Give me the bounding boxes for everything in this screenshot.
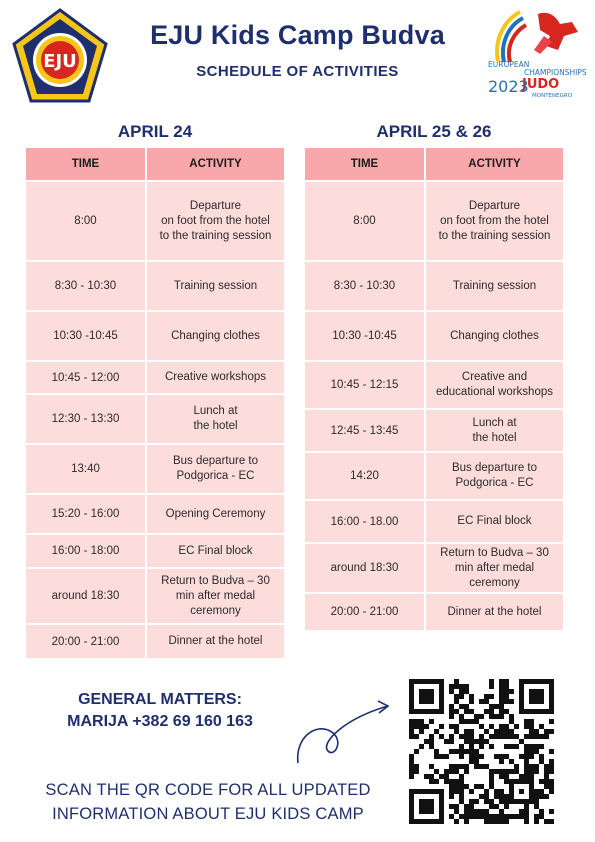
table-row bbox=[26, 535, 284, 569]
time-cell: 20:00 - 21:00 bbox=[305, 594, 426, 630]
table-row bbox=[26, 495, 284, 535]
table-row bbox=[305, 453, 563, 501]
table-row bbox=[305, 410, 563, 453]
activity-cell: Lunch at the hotel bbox=[472, 416, 517, 444]
logo-text-championships: CHAMPIONSHIPS bbox=[524, 68, 587, 77]
contact-info bbox=[40, 689, 280, 733]
activity-cell: Departure on foot from the hotel to the training session bbox=[159, 199, 272, 242]
time-column-header: TIME bbox=[305, 148, 426, 180]
table-row bbox=[305, 362, 563, 410]
table-row bbox=[305, 182, 563, 262]
activity-cell: Dinner at the hotel bbox=[168, 635, 263, 647]
table-row bbox=[26, 182, 284, 262]
scan-line-1: SCAN THE QR CODE FOR ALL UPDATED bbox=[45, 781, 371, 799]
schedule-table-april-25-26 bbox=[305, 148, 563, 632]
european-championships-logo bbox=[488, 6, 588, 101]
day2-title: APRIL 25 & 26 bbox=[376, 122, 492, 141]
eju-logo bbox=[11, 8, 109, 104]
logo-text-judo: JUDO bbox=[522, 77, 560, 92]
time-cell: around 18:30 bbox=[26, 569, 147, 623]
table-header bbox=[305, 148, 563, 182]
time-cell: 13:40 bbox=[26, 445, 147, 493]
logo-text-european: EUROPEAN bbox=[488, 60, 530, 69]
time-cell: 10:45 - 12:00 bbox=[26, 362, 147, 393]
activity-column-header: ACTIVITY bbox=[189, 157, 242, 170]
table-row bbox=[305, 312, 563, 362]
time-cell: 12:45 - 13:45 bbox=[305, 410, 426, 451]
scan-line-2: INFORMATION ABOUT EJU KIDS CAMP bbox=[52, 805, 364, 823]
time-cell: 8:30 - 10:30 bbox=[26, 262, 147, 310]
table-row bbox=[26, 262, 284, 312]
time-cell: 8:00 bbox=[305, 182, 426, 260]
logo-text-place: MONTENEGRO bbox=[532, 93, 573, 99]
table-row bbox=[26, 625, 284, 660]
time-cell: 12:30 - 13:30 bbox=[26, 395, 147, 443]
time-cell: 10:45 - 12:15 bbox=[305, 362, 426, 408]
activity-cell: Departure on foot from the hotel to the training session bbox=[438, 199, 551, 242]
time-cell: around 18:30 bbox=[305, 544, 426, 592]
day1-title: APRIL 24 bbox=[117, 122, 193, 141]
page-title: EJU Kids Camp Budva bbox=[150, 20, 445, 50]
table-row bbox=[305, 544, 563, 594]
time-cell: 16:00 - 18:00 bbox=[26, 535, 147, 567]
activity-cell: Opening Ceremony bbox=[165, 507, 266, 520]
page-subtitle: SCHEDULE OF ACTIVITIES bbox=[196, 63, 399, 80]
activity-cell: Lunch at the hotel bbox=[193, 405, 238, 432]
table-row bbox=[26, 312, 284, 362]
activity-cell: Training session bbox=[452, 279, 537, 292]
activity-cell: Changing clothes bbox=[171, 329, 260, 342]
activity-cell: Bus departure to Podgorica - EC bbox=[451, 462, 538, 489]
table-row bbox=[26, 395, 284, 445]
activity-cell: Changing clothes bbox=[450, 329, 539, 342]
activity-cell: Dinner at the hotel bbox=[447, 605, 542, 618]
contact-heading: GENERAL MATTERS: bbox=[78, 691, 242, 708]
scan-qr-instructions bbox=[28, 778, 388, 826]
qr-code[interactable] bbox=[409, 679, 554, 824]
activity-cell: Creative workshops bbox=[165, 371, 266, 383]
activity-cell: Creative and educational workshops bbox=[436, 371, 553, 398]
curved-arrow-icon bbox=[290, 693, 395, 773]
schedule-table-april-24 bbox=[26, 148, 284, 660]
activity-cell: Training session bbox=[173, 279, 258, 292]
activity-cell: EC Final block bbox=[457, 515, 532, 527]
time-cell: 10:30 -10:45 bbox=[26, 312, 147, 360]
activity-column-header: ACTIVITY bbox=[468, 157, 521, 170]
time-cell: 14:20 bbox=[305, 453, 426, 499]
contact-phone: MARIJA +382 69 160 163 bbox=[67, 713, 253, 730]
activity-cell: Return to Budva – 30 min after medal ceremony bbox=[161, 574, 270, 617]
table-row bbox=[305, 501, 563, 544]
time-cell: 15:20 - 16:00 bbox=[26, 495, 147, 533]
table-row bbox=[305, 594, 563, 632]
time-cell: 8:00 bbox=[26, 182, 147, 260]
activity-cell: EC Final block bbox=[178, 544, 253, 557]
table-row bbox=[26, 569, 284, 625]
time-cell: 8:30 - 10:30 bbox=[305, 262, 426, 310]
table-header bbox=[26, 148, 284, 182]
time-cell: 10:30 -10:45 bbox=[305, 312, 426, 360]
activity-cell: Return to Budva – 30 min after medal ceremony bbox=[440, 546, 549, 589]
table-row bbox=[26, 362, 284, 395]
activity-cell: Bus departure to Podgorica - EC bbox=[172, 455, 259, 482]
time-cell: 20:00 - 21:00 bbox=[26, 625, 147, 658]
time-column-header: TIME bbox=[26, 148, 147, 180]
eju-logo-text: EJU bbox=[43, 51, 77, 72]
table-row bbox=[305, 262, 563, 312]
time-cell: 16:00 - 18.00 bbox=[305, 501, 426, 542]
logo-text-year: 2023 bbox=[488, 77, 529, 96]
table-row bbox=[26, 445, 284, 495]
